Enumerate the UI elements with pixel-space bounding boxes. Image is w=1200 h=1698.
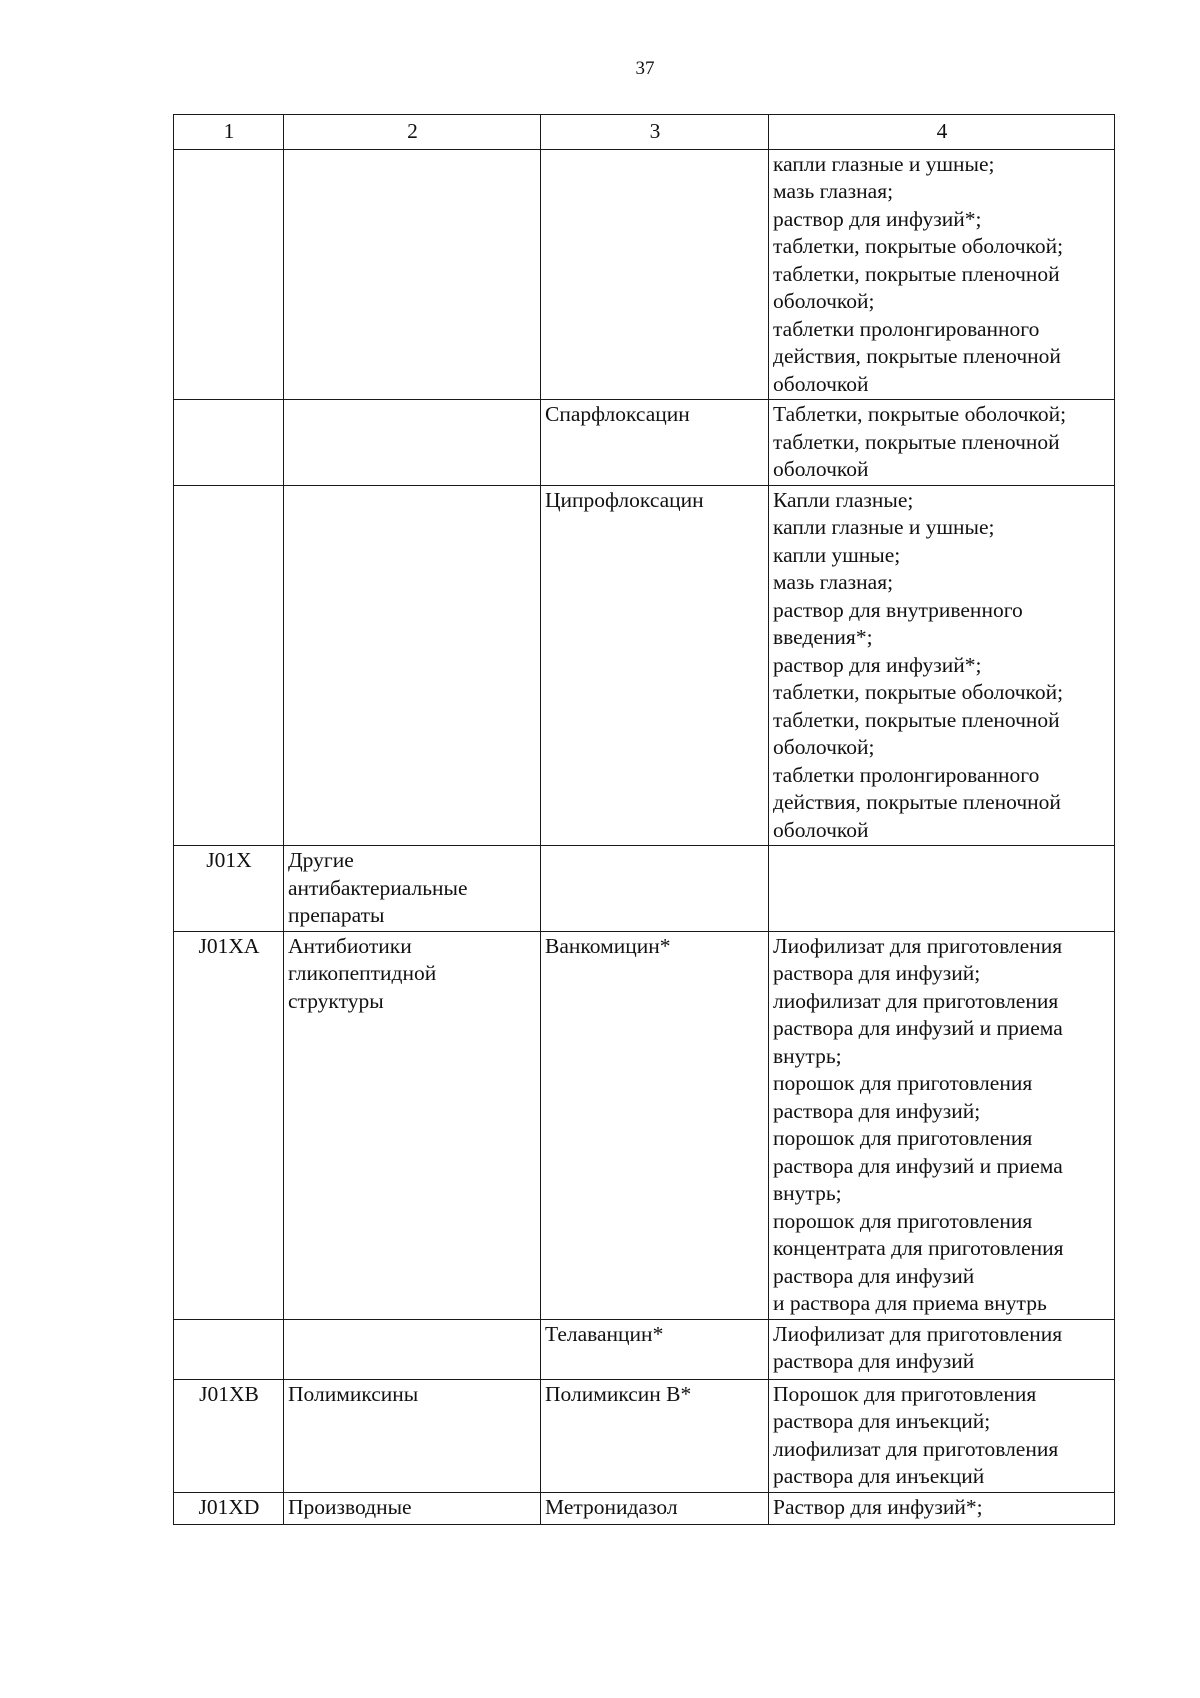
table-body [174,149,1115,1524]
atc-code-cell: J01X [174,846,284,932]
group-name-cell [284,485,541,846]
drug-name-cell [541,1379,769,1492]
dosage-form-line: раствора для инфузий и приема [773,1016,1063,1040]
dosage-form-line: таблетки, покрытые пленочной [773,707,1060,732]
dosage-forms-cell [769,1319,1115,1379]
dosage-form-line: порошок для приготовления [773,1071,1033,1095]
dosage-form-line: Лиофилизат для приготовления [773,1321,1063,1346]
group-name-line: гликопептидной [288,961,437,985]
dosage-form-line: и раствора для приема внутрь [773,1291,1047,1315]
group-name-cell [284,1492,541,1524]
table-row [174,1319,1115,1379]
dosage-form-line: Раствор для инфузий*; [773,1494,983,1519]
dosage-form-line: лиофилизат для приготовления [773,1436,1059,1461]
table-header [174,115,1115,150]
dosage-form-line: таблетки, покрытые оболочкой; [773,234,1064,258]
dosage-form-line: таблетки пролонгированного [773,316,1040,341]
drug-name-line: Телаванцин* [545,1321,664,1346]
dosage-form-line: мазь глазная; [773,570,894,594]
dosage-form-line: действия, покрытые пленочной [773,790,1061,814]
drug-name-line: Полимиксин В* [545,1381,692,1406]
dosage-form-line: раствор для инфузий*; [773,206,982,231]
drug-name-line: Спарфлоксацин [545,402,690,426]
drug-name-cell [541,1492,769,1524]
group-name-cell [284,1319,541,1379]
atc-code-cell [174,1319,284,1379]
column-header-1: 1 [174,115,284,150]
table-row [174,846,1115,932]
drug-table [173,114,1115,1525]
drug-name-cell [541,846,769,932]
dosage-form-line: концентрата для приготовления [773,1236,1064,1260]
dosage-form-line: оболочкой [773,817,869,842]
dosage-form-line: внутрь; [773,1181,842,1205]
dosage-form-line: таблетки, покрытые пленочной [773,429,1060,454]
dosage-forms-cell [769,931,1115,1319]
dosage-form-line: раствора для инъекций; [773,1409,991,1433]
group-name-line: Производные [288,1494,412,1519]
page-number: 37 [635,58,655,79]
dosage-form-line: оболочкой [773,371,869,396]
dosage-form-line: раствор для инфузий*; [773,652,982,677]
group-name-line: Антибиотики [288,933,412,958]
drug-name-cell [541,931,769,1319]
dosage-form-line: таблетки, покрытые оболочкой; [773,680,1064,704]
dosage-form-line: оболочкой; [773,289,875,313]
column-header-2: 2 [284,115,541,150]
table-row [174,149,1115,400]
dosage-form-line: внутрь; [773,1043,842,1068]
group-name-line: структуры [288,988,384,1013]
drug-name-cell [541,1319,769,1379]
dosage-form-line: Капли глазные; [773,487,914,512]
dosage-form-line: раствора для инъекций [773,1464,985,1488]
dosage-form-line: Порошок для приготовления [773,1381,1037,1406]
group-name-line: Другие [288,848,354,872]
dosage-form-line: раствора для инфузий; [773,1098,981,1123]
dosage-form-line: капли глазные и ушные; [773,151,995,176]
dosage-form-line: Таблетки, покрытые оболочкой; [773,402,1067,426]
dosage-form-line: оболочкой; [773,735,875,759]
dosage-form-line: введения*; [773,625,873,649]
drug-name-line: Ванкомицин* [545,933,671,958]
group-name-cell [284,931,541,1319]
atc-code-cell [174,149,284,400]
group-name-cell [284,1379,541,1492]
table-row [174,485,1115,846]
dosage-form-line: таблетки пролонгированного [773,762,1040,787]
dosage-form-line: раствора для инфузий и приема [773,1153,1063,1178]
dosage-forms-cell [769,149,1115,400]
atc-code-cell: J01XD [174,1492,284,1524]
dosage-form-line: раствора для инфузий [773,1263,975,1288]
atc-code-cell: J01XB [174,1379,284,1492]
dosage-form-line: оболочкой [773,457,869,481]
group-name-cell [284,149,541,400]
drug-name-line: Ципрофлоксацин [545,487,704,512]
dosage-form-line: мазь глазная; [773,179,894,203]
dosage-forms-cell [769,400,1115,486]
group-name-cell [284,400,541,486]
dosage-form-line: лиофилизат для приготовления [773,988,1059,1013]
table-row [174,931,1115,1319]
dosage-form-line: капли ушные; [773,542,901,567]
dosage-form-line: раствор для внутривенного [773,597,1023,622]
dosage-form-line: таблетки, покрытые пленочной [773,261,1060,286]
header-row [174,115,1115,150]
group-name-line: антибактериальные [288,875,468,900]
dosage-form-line: порошок для приготовления [773,1208,1033,1233]
group-name-line: препараты [288,903,385,927]
dosage-form-line: порошок для приготовления [773,1126,1033,1150]
dosage-form-line: капли глазные и ушные; [773,515,995,539]
table-row [174,1492,1115,1524]
dosage-forms-cell [769,1492,1115,1524]
dosage-forms-cell [769,485,1115,846]
atc-code-cell [174,485,284,846]
group-name-line: Полимиксины [288,1381,419,1406]
atc-code-cell [174,400,284,486]
dosage-form-line: Лиофилизат для приготовления [773,933,1063,958]
drug-name-line: Метронидазол [545,1494,678,1519]
drug-name-cell [541,400,769,486]
column-header-3: 3 [541,115,769,150]
dosage-form-line: раствора для инфузий [773,1349,975,1373]
dosage-form-line: действия, покрытые пленочной [773,344,1061,368]
table-row [174,400,1115,486]
group-name-cell [284,846,541,932]
drug-name-cell [541,149,769,400]
drug-name-cell [541,485,769,846]
dosage-forms-cell [769,1379,1115,1492]
dosage-form-line: раствора для инфузий; [773,961,981,985]
table-row [174,1379,1115,1492]
atc-code-cell: J01XA [174,931,284,1319]
column-header-4: 4 [769,115,1115,150]
dosage-forms-cell [769,846,1115,932]
